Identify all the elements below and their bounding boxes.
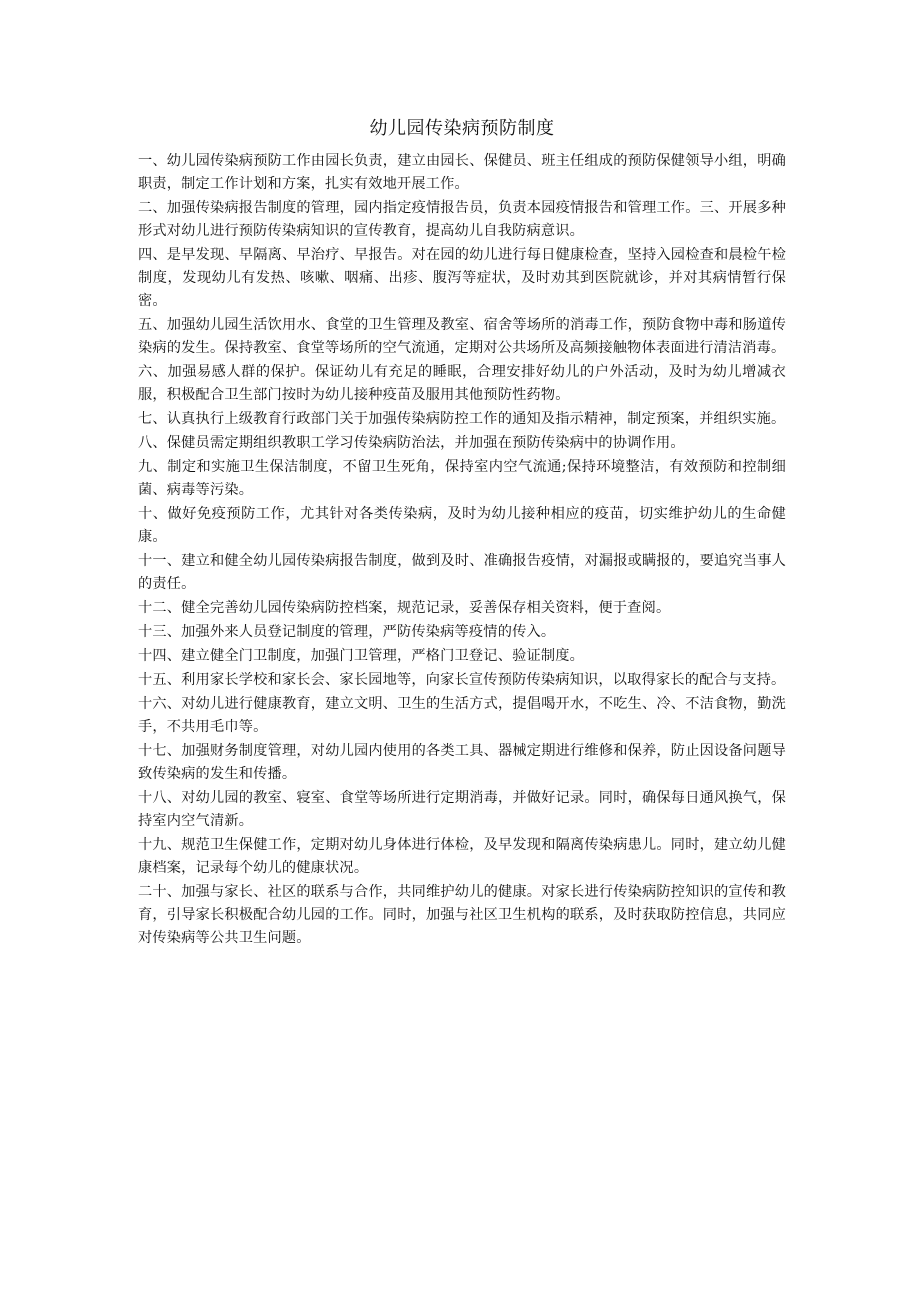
clause-11: 十一、建立和健全幼儿园传染病报告制度，做到及时、准确报告疫情，对漏报或瞒报的，要追究当事人的责任。 [138,553,786,592]
clause-10: 十、做好免疫预防工作，尤其针对各类传染病，及时为幼儿接种相应的疫苗，切实维护幼儿的生命健康。 [138,506,786,545]
clause-1: 一、幼儿园传染病预防工作由园长负责，建立由园长、保健员、班主任组成的预防保健领导小组，明确职责，制定工作计划和方案，扎实有效地开展工作。 [138,153,786,192]
clause-14: 十四、建立健全门卫制度，加强门卫管理，严格门卫登记、验证制度。 [138,648,585,664]
clause-2: 二、加强传染病报告制度的管理，园内指定疫情报告员，负责本园疫情报告和管理工作。三、开展多种形式对幼儿进行预防传染病知识的宣传教育，提高幼儿自我防病意识。 [138,200,786,239]
clause-15: 十五、利用家长学校和家长会、家长园地等，向家长宣传预防传染病知识，以取得家长的配合与支持。 [138,672,786,688]
clause-4: 四、是早发现、早隔离、早治疗、早报告。对在园的幼儿进行每日健康检查，坚持入园检查和晨检午检制度，发现幼儿有发热、咳嗽、咽痛、出疹、腹泻等症状，及时劝其到医院就诊，并对其病情暂行保密。 [138,247,786,309]
clause-16: 十六、对幼儿进行健康教育，建立文明、卫生的生活方式，提倡喝开水，不吃生、冷、不洁食物，勤洗手，不共用毛巾等。 [138,696,786,735]
clause-20: 二十、加强与家长、社区的联系与合作，共同维护幼儿的健康。对家长进行传染病防控知识的宣传和教育，引导家长积极配合幼儿园的工作。同时，加强与社区卫生机构的联系，及时获取防控信息，共同应对传染病等公共卫生问题。 [138,884,786,946]
clause-19: 十九、规范卫生保健工作，定期对幼儿身体进行体检，及早发现和隔离传染病患儿。同时，建立幼儿健康档案，记录每个幼儿的健康状况。 [138,837,786,876]
document-title: 幼儿园传染病预防制度 [369,118,555,139]
clause-9: 九、制定和实施卫生保洁制度，不留卫生死角，保持室内空气流通;保持环境整洁，有效预防和控制细菌、病毒等污染。 [138,459,786,498]
clause-7: 七、认真执行上级教育行政部门关于加强传染病防控工作的通知及指示精神，制定预案，并组织实施。 [138,411,786,427]
clause-8: 八、保健员需定期组织教职工学习传染病防治法，并加强在预防传染病中的协调作用。 [138,435,685,451]
clause-17: 十七、加强财务制度管理，对幼儿园内使用的各类工具、器械定期进行维修和保养，防止因设备问题导致传染病的发生和传播。 [138,743,786,782]
clause-18: 十八、对幼儿园的教室、寝室、食堂等场所进行定期消毒，并做好记录。同时，确保每日通风换气，保持室内空气清新。 [138,790,786,829]
clause-list [138,150,786,950]
document-page [138,116,786,951]
clause-13: 十三、加强外来人员登记制度的管理，严防传染病等疫情的传入。 [138,624,556,640]
clause-12: 十二、健全完善幼儿园传染病防控档案，规范记录，妥善保存相关资料，便于查阅。 [138,600,671,616]
clause-6: 六、加强易感人群的保护。保证幼儿有充足的睡眠，合理安排好幼儿的户外活动，及时为幼儿增减衣服，积极配合卫生部门按时为幼儿接种疫苗及服用其他预防性药物。 [138,364,786,403]
clause-5: 五、加强幼儿园生活饮用水、食堂的卫生管理及教室、宿舍等场所的消毒工作，预防食物中毒和肠道传染病的发生。保持教室、食堂等场所的空气流通，定期对公共场所及高频接触物体表面进行清洁消毒。 [138,317,786,356]
